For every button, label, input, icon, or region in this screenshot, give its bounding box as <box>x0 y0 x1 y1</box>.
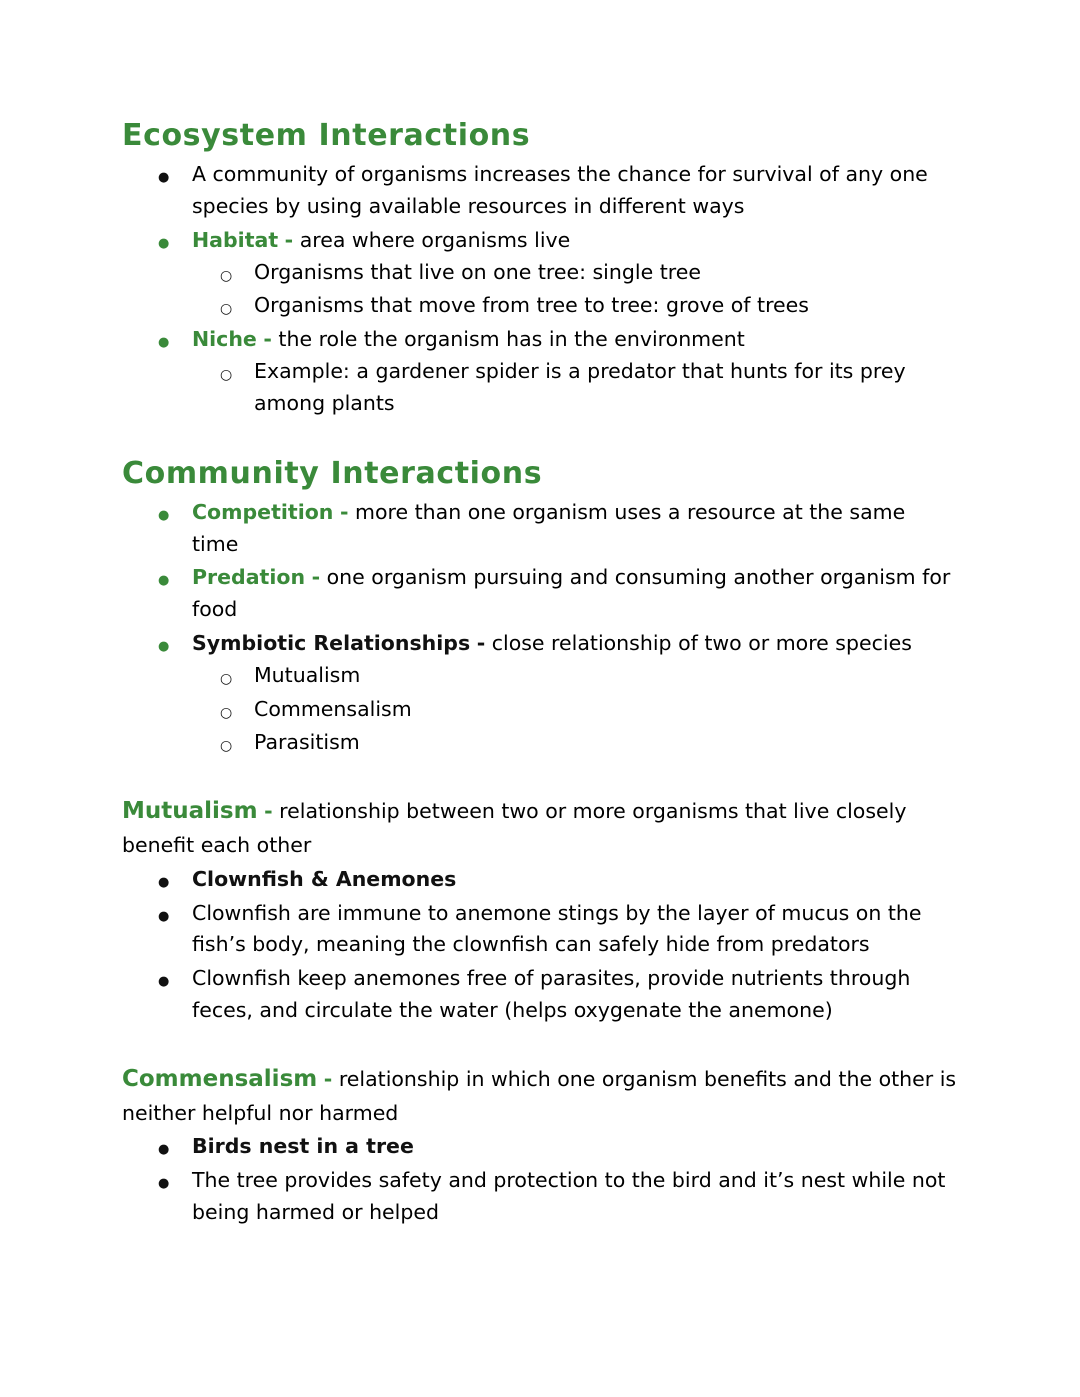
bullet-ring-icon <box>220 357 232 389</box>
list-item <box>122 159 958 223</box>
bullet-dot-icon <box>158 1165 169 1197</box>
section-ecosystem-interactions <box>122 118 958 420</box>
term-dash: - <box>339 499 349 524</box>
bullet-dot-icon <box>158 562 169 594</box>
list-item-text: Birds nest in a tree <box>192 1134 414 1159</box>
section-title-community: Community Interactions <box>122 455 543 491</box>
bullet-ring-icon <box>220 661 232 693</box>
list-item-text: area where organisms live <box>299 227 571 252</box>
list-item <box>192 257 958 289</box>
definition-commensalism <box>122 1061 958 1229</box>
bullet-dot-icon <box>158 159 169 191</box>
definition-line <box>122 1061 958 1130</box>
bullet-dot-icon <box>158 628 169 660</box>
term-habitat: Habitat <box>192 227 279 252</box>
list-item <box>122 562 958 626</box>
list-item-text: the role the organism has in the environment <box>278 327 745 352</box>
document-body <box>122 118 958 1229</box>
term-dash: - <box>311 565 321 590</box>
bullet-ring-icon <box>220 728 232 760</box>
bullet-dot-icon <box>158 864 169 896</box>
sub-bullet-list-niche <box>192 356 958 420</box>
bullet-list-community <box>122 497 958 759</box>
term-symbiotic-relationships: Symbiotic Relationships <box>192 630 471 655</box>
list-item <box>122 497 958 561</box>
definition-mutualism <box>122 793 958 1027</box>
list-item <box>192 727 958 759</box>
list-item <box>122 225 958 322</box>
bullet-dot-icon <box>158 1131 169 1163</box>
sub-bullet-list-symbiotic <box>192 660 958 759</box>
page-title: Ecosystem Interactions <box>122 118 531 153</box>
list-item <box>122 898 958 962</box>
list-item-text: Clownfish are immune to anemone stings by the layer of mucus on the fish’s body, meaning the clownfish can safely hide from predators <box>192 900 922 957</box>
bullet-dot-icon <box>158 225 169 257</box>
bullet-list-commensalism <box>122 1131 958 1228</box>
sub-bullet-list-habitat <box>192 257 958 323</box>
list-item <box>192 694 958 726</box>
bullet-dot-icon <box>158 324 169 356</box>
list-item-text: one organism pursuing and consuming another organism for food <box>192 565 951 622</box>
list-item-text: more than one organism uses a resource at the same time <box>192 499 906 556</box>
list-item-text: Example: a gardener spider is a predator that hunts for its prey among plants <box>254 358 906 415</box>
bullet-dot-icon <box>158 497 169 529</box>
bullet-dot-icon <box>158 963 169 995</box>
term-dash: - <box>284 227 294 252</box>
list-item <box>192 660 958 692</box>
definition-text: relationship in which one organism benefits and the other is neither helpful nor harmed <box>122 1066 957 1125</box>
list-item-text: Commensalism <box>254 696 412 721</box>
term-commensalism: Commensalism <box>122 1065 318 1092</box>
term-dash: - <box>476 630 486 655</box>
bullet-list-ecosystem <box>122 159 958 419</box>
bullet-ring-icon <box>220 695 232 727</box>
term-mutualism: Mutualism <box>122 798 258 825</box>
list-item-text: The tree provides safety and protection to the bird and it’s nest while not being harmed or helped <box>192 1168 946 1224</box>
term-niche: Niche <box>192 327 257 352</box>
list-item <box>122 628 958 759</box>
list-item-text: Mutualism <box>254 662 361 687</box>
bullet-dot-icon <box>158 898 169 930</box>
list-item-text: Clownfish & Anemones <box>192 866 457 891</box>
term-dash: - <box>323 1066 333 1091</box>
list-item <box>122 1165 958 1229</box>
term-competition: Competition <box>192 499 334 524</box>
list-item-text: close relationship of two or more species <box>491 630 912 655</box>
definition-text: relationship between two or more organisms that live closely benefit each other <box>122 799 907 858</box>
list-item-text: Organisms that live on one tree: single tree <box>254 259 701 284</box>
term-predation: Predation <box>192 565 306 590</box>
list-item <box>122 864 958 896</box>
list-item <box>122 1131 958 1163</box>
bullet-ring-icon <box>220 258 232 290</box>
list-item <box>122 324 958 419</box>
list-item-text: Organisms that move from tree to tree: grove of trees <box>254 293 809 318</box>
list-item-text: A community of organisms increases the chance for survival of any one species by using available resources in different ways <box>192 162 928 219</box>
term-dash: - <box>263 327 272 352</box>
list-item-text: Parasitism <box>254 730 360 755</box>
list-item <box>122 963 958 1027</box>
list-item <box>192 356 958 420</box>
bullet-list-mutualism <box>122 864 958 1027</box>
term-dash: - <box>264 799 273 824</box>
section-community-interactions <box>122 456 958 760</box>
list-item-text: Clownfish keep anemones free of parasites, provide nutrients through feces, and circulate the water (helps oxygenate the anemone) <box>192 966 911 1022</box>
definition-line <box>122 793 958 862</box>
list-item <box>192 290 958 322</box>
bullet-ring-icon <box>220 291 232 323</box>
